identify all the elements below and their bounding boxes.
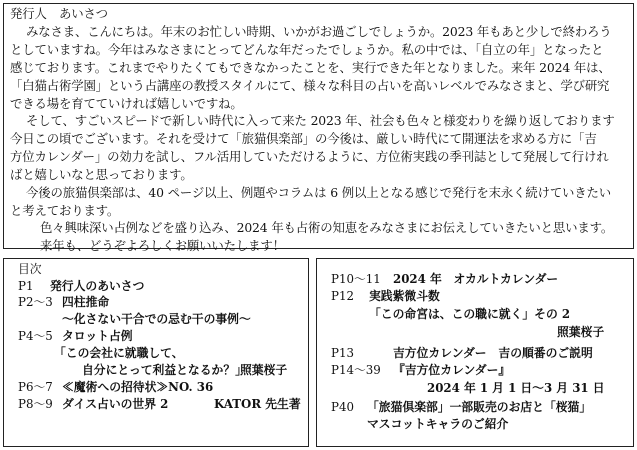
toc-page: P8〜9 xyxy=(18,397,53,411)
toc-author: 照葉桜子 xyxy=(557,325,605,339)
toc-subtext: 「この会社に就職して、 xyxy=(54,346,184,360)
toc-entry[interactable] xyxy=(18,279,144,294)
greeting-line: 色々興味深い占例などを盛り込み、2024 年も占術の知恵をみなさまにお伝えしていきたいと思います。 xyxy=(40,219,614,235)
toc-subtext: マスコットキャラのご紹介 xyxy=(367,417,509,431)
toc-page: P12 xyxy=(331,289,354,303)
toc-text: ダイス占いの世界 2 xyxy=(62,397,169,411)
toc-page: P2〜3 xyxy=(18,295,53,309)
greeting-heading: 発行人 あいさつ xyxy=(10,6,108,21)
toc-page: P6〜7 xyxy=(18,380,53,394)
toc-text: タロット占例 xyxy=(62,329,133,343)
toc-text: 『吉方位カレンダー』 xyxy=(393,363,511,377)
toc-entry[interactable] xyxy=(18,329,133,344)
greeting-line: 「白猫占術学園」という占講座の教授スタイルにて、様々な科目の占いを高いレベルでみなさまと、学び研究 xyxy=(10,77,610,93)
toc-page: P40 xyxy=(331,400,354,414)
toc-subtext: 「この命宮は、この職に就く」その 2 xyxy=(369,307,571,321)
toc-entry[interactable] xyxy=(331,363,510,378)
toc-entry[interactable] xyxy=(331,289,440,304)
greeting-box xyxy=(3,3,634,249)
toc-author: 照葉桜子 xyxy=(240,363,288,377)
toc-text: ≪魔術への招待状≫NO. 36 xyxy=(62,380,214,394)
toc-text: 四柱推命 xyxy=(62,295,110,309)
toc-entry[interactable] xyxy=(331,272,558,287)
greeting-line: 今後の旅猫倶楽部は、40 ページ以上、例題やコラムは 6 例以上となる感じで発行を末永く続けていきたい xyxy=(26,185,612,200)
greeting-line: ばと嬉しいなと思っております。 xyxy=(10,167,193,183)
toc-entry[interactable] xyxy=(18,380,213,395)
greeting-line-closing: 来年も、どうぞよろしくお願いいたします！ xyxy=(40,237,285,253)
toc-entry[interactable] xyxy=(331,346,593,361)
toc-page: P1 xyxy=(18,279,34,293)
toc-page: P13 xyxy=(331,346,354,360)
toc-entry[interactable] xyxy=(18,397,168,412)
toc-title: 目次 xyxy=(18,262,42,276)
toc-page: P14〜39 xyxy=(331,363,381,377)
greeting-line: としていますね。今年はみなさまにとってどんな年だったでしょうか。私の中では、「自立の年」となったと xyxy=(10,41,604,57)
greeting-line: 方位カレンダー」の効力を試し、フル活用していただけるように、方位術実践の季刊誌として発展して行けれ xyxy=(10,149,609,165)
toc-subtext: 〜化さない干合での忌む干の事例〜 xyxy=(62,312,251,326)
toc-text: 2024 年 オカルトカレンダー xyxy=(393,272,559,286)
greeting-line: と考えております。 xyxy=(10,202,120,218)
greeting-line: そして、すごいスピードで新しい時代に入って来た 2023 年、社会も色々と様変わりを繰り返しております xyxy=(26,113,615,129)
toc-page: P4〜5 xyxy=(18,329,53,343)
greeting-line: できる場を育てていければ嬉しいですね。 xyxy=(10,95,243,111)
toc-entry[interactable] xyxy=(18,295,109,310)
toc-left-box xyxy=(3,258,309,447)
toc-subtext: 自分にとって利益となるか？」 xyxy=(82,363,247,377)
toc-text: 実践紫微斗数 xyxy=(369,289,440,303)
greeting-line: 今日この頃でございます。それを受けて「旅猫倶楽部」の今後は、厳しい時代にて開運法を求める方に「吉 xyxy=(10,131,597,147)
toc-subtext: 2024 年 1 月 1 日〜3 月 31 日 xyxy=(427,381,605,395)
toc-author: KATOR 先生著 xyxy=(214,397,301,411)
greeting-line: みなさま、こんにちは。年末のお忙しい時期、いかがお過ごしでしょうか。2023 年もあと少しで終わろう xyxy=(26,23,612,39)
greeting-line: 感じております。これまでやりたくてもできなかったことを、実行できた年となりました。来年 2024 年は、 xyxy=(10,59,611,75)
toc-text: 吉方位カレンダー 吉の順番のご説明 xyxy=(393,346,593,360)
toc-page: P10〜11 xyxy=(331,272,381,286)
toc-entry[interactable] xyxy=(331,400,591,415)
toc-text: 発行人のあいさつ xyxy=(50,279,145,293)
toc-right-box xyxy=(316,258,634,447)
toc-text: 「旅猫倶楽部」一部販売のお店と「桜猫」 xyxy=(367,400,592,414)
